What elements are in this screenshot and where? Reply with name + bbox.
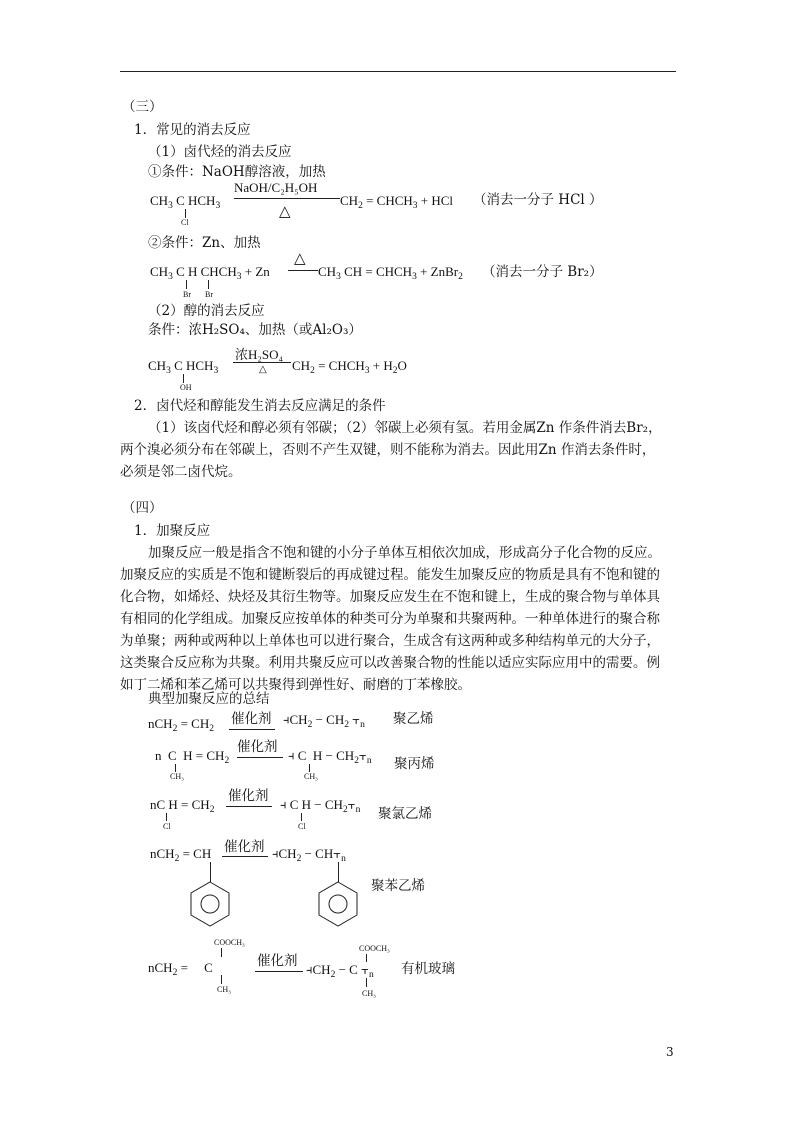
condition-2: ②条件：Zn、加热 — [148, 235, 261, 251]
sub-1-title: （1）卤代烃的消去反应 — [148, 144, 292, 160]
catalyst-label: 催化剂 — [257, 953, 298, 969]
item-1-title: 1．常见的消去反应 — [134, 122, 251, 138]
product-polystyrene: 聚苯乙烯 — [371, 878, 425, 894]
product-polyethylene: 聚乙烯 — [393, 711, 434, 727]
para-line-2: 加聚反应的实质是不饱和键断裂后的再成键过程。能发生加聚反应的物质是具有不饱和键的 — [120, 567, 660, 583]
product-pmma: 有机玻璃 — [401, 961, 455, 977]
heat-symbol: △ — [294, 251, 306, 267]
para-line-7: 如丁二烯和苯乙烯可以共聚得到弹性好、耐磨的丁苯橡胶。 — [120, 677, 471, 693]
para-line-1: 加聚反应一般是指含不饱和键的小分子单体互相依次加成，形成高分子化合物的反应。 — [148, 545, 661, 561]
page-number: 3 — [666, 1045, 674, 1059]
eq1-reagent: NaOH/C₂H₅OH — [234, 180, 318, 195]
heat-symbol: △ — [259, 364, 267, 375]
summary-title: 典型加聚反应的总结 — [148, 691, 270, 707]
item-4-1-title: 1．加聚反应 — [134, 523, 211, 539]
condition-3: 条件：浓H₂SO₄、加热（或Al₂O₃） — [148, 322, 362, 338]
document-page: （三） 1．常见的消去反应 （1）卤代烃的消去反应 ①条件：NaOH醇溶液，加热 $CH_3$ C $HCH_3$ Cl NaOH/C₂H₅OH △ $CH_2$ = $CHCH_3$ + HCl （消去一分子 HCl ） ②条件：Zn、加热 $CH_3$ C H $CHCH_3 + Zn$ Br Br △ $CH_3$ CH = $CHCH_3$ + ZnBr$_2$ （消去一分子 Br₂） （2）醇的消去反应 条件：浓H₂SO₄、加热（或Al₂O₃） $CH_3$ C $HCH_3$ OH 浓H₂SO₄ △ $CH_2$ = $CHCH_3 + H_2O$ 2．卤代烃和醇能发生消去反应满足的条件 （1）该卤代烃和醇必须有邻碳；（2）邻碳上必须有氢。若用金属Zn 作条件消去Br₂， 两个溴必须分布在邻碳上，否则不产生双键，则不能称为消去。因此用Zn 作消去条件时， 必须是邻二卤代烷。 （四） 1．加聚反应 加聚反应一般是指含不饱和键的小分子单体互相依次加成，形成高分子化合物的反应。 加聚反应的实质是不饱和键断裂后的再成键过程。能发生加聚反应的物质是具有不饱和键的 化合物，如烯烃、炔烃及其衍生物等。加聚反应发生在不饱和键上，生成的聚合物与单体具 有相同的化学组成。加聚反应按单体的种类可分为单聚和共聚两种。一种单体进行的聚合称 为单聚；两种或两种以上单体也可以进行聚合，生成含有这两种或多种结构单元的大分子， 这类聚合反应称为共聚。利用共聚反应可以改善聚合物的性能以适应实际应用中的需要。例 如丁二烯和苯乙烯可以共聚得到弹性好、耐磨的丁苯橡胶。 典型加聚反应的总结 $nCH_2 = CH_2$ 催化剂 $⫞CH_2 - CH_2$ $⫟_n$ 聚乙烯 n C $H = CH_2$ CH₃ 催化剂 ⫞ C $H - CH_2⫟_n$ CH₃ 聚丙烯 nC $H = CH_2$ Cl 催化剂 ⫞ C $H - CH_2⫟_n$ Cl 聚氯乙烯 nCH$_2$ = CH 催化剂 $⫞CH_2$ − $CH⫟_n$ 聚苯乙烯 COOCH₃ nCH$_2$ = C CH₃ 催化剂 COOCH₃ $⫞CH_2 - C$ $⫟_n$ CH₃ 有机玻璃 3 — [0, 0, 794, 1123]
para-line-4: 有相同的化学组成。加聚反应按单体的种类可分为单聚和共聚两种。一种单体进行的聚合称 — [120, 611, 660, 627]
condition-1: ①条件：NaOH醇溶液，加热 — [148, 164, 326, 180]
catalyst-label: 催化剂 — [224, 839, 265, 855]
eq2-note: （消去一分子 Br₂） — [482, 264, 603, 280]
item-2-line-2: 两个溴必须分布在邻碳上，否则不产生双键，则不能称为消去。因此用Zn 作消去条件时， — [120, 442, 656, 458]
benzene-ring-icon — [316, 880, 360, 928]
section-4-heading: （四） — [122, 500, 163, 516]
sub-2-title: （2）醇的消去反应 — [148, 303, 265, 319]
catalyst-label: 催化剂 — [237, 739, 278, 755]
product-polypropylene: 聚丙烯 — [394, 756, 435, 772]
benzene-ring-icon — [188, 880, 232, 928]
header-rule — [120, 71, 676, 72]
para-line-3: 化合物，如烯烃、炔烃及其衍生物等。加聚反应发生在不饱和键上，生成的聚合物与单体具 — [120, 589, 660, 605]
catalyst-label: 催化剂 — [228, 788, 269, 804]
para-line-5: 为单聚；两种或两种以上单体也可以进行聚合，生成含有这两种或多种结构单元的大分子， — [120, 633, 660, 649]
catalyst-label: 催化剂 — [231, 711, 272, 727]
product-pvc: 聚氯乙烯 — [378, 806, 432, 822]
item-2-title: 2．卤代烃和醇能发生消去反应满足的条件 — [134, 398, 386, 414]
para-line-6: 这类聚合反应称为共聚。利用共聚反应可以改善聚合物的性能以适应实际应用中的需要。例 — [120, 655, 660, 671]
item-2-line-1: （1）该卤代烃和醇必须有邻碳；（2）邻碳上必须有氢。若用金属Zn 作条件消去Br₂， — [148, 420, 662, 436]
eq1-note: （消去一分子 HCl ） — [473, 192, 603, 208]
item-2-line-3: 必须是邻二卤代烷。 — [120, 464, 242, 480]
section-3-heading: （三） — [122, 99, 163, 115]
eq3-reagent: 浓H₂SO₄ — [235, 347, 284, 362]
heat-symbol: △ — [279, 204, 291, 220]
